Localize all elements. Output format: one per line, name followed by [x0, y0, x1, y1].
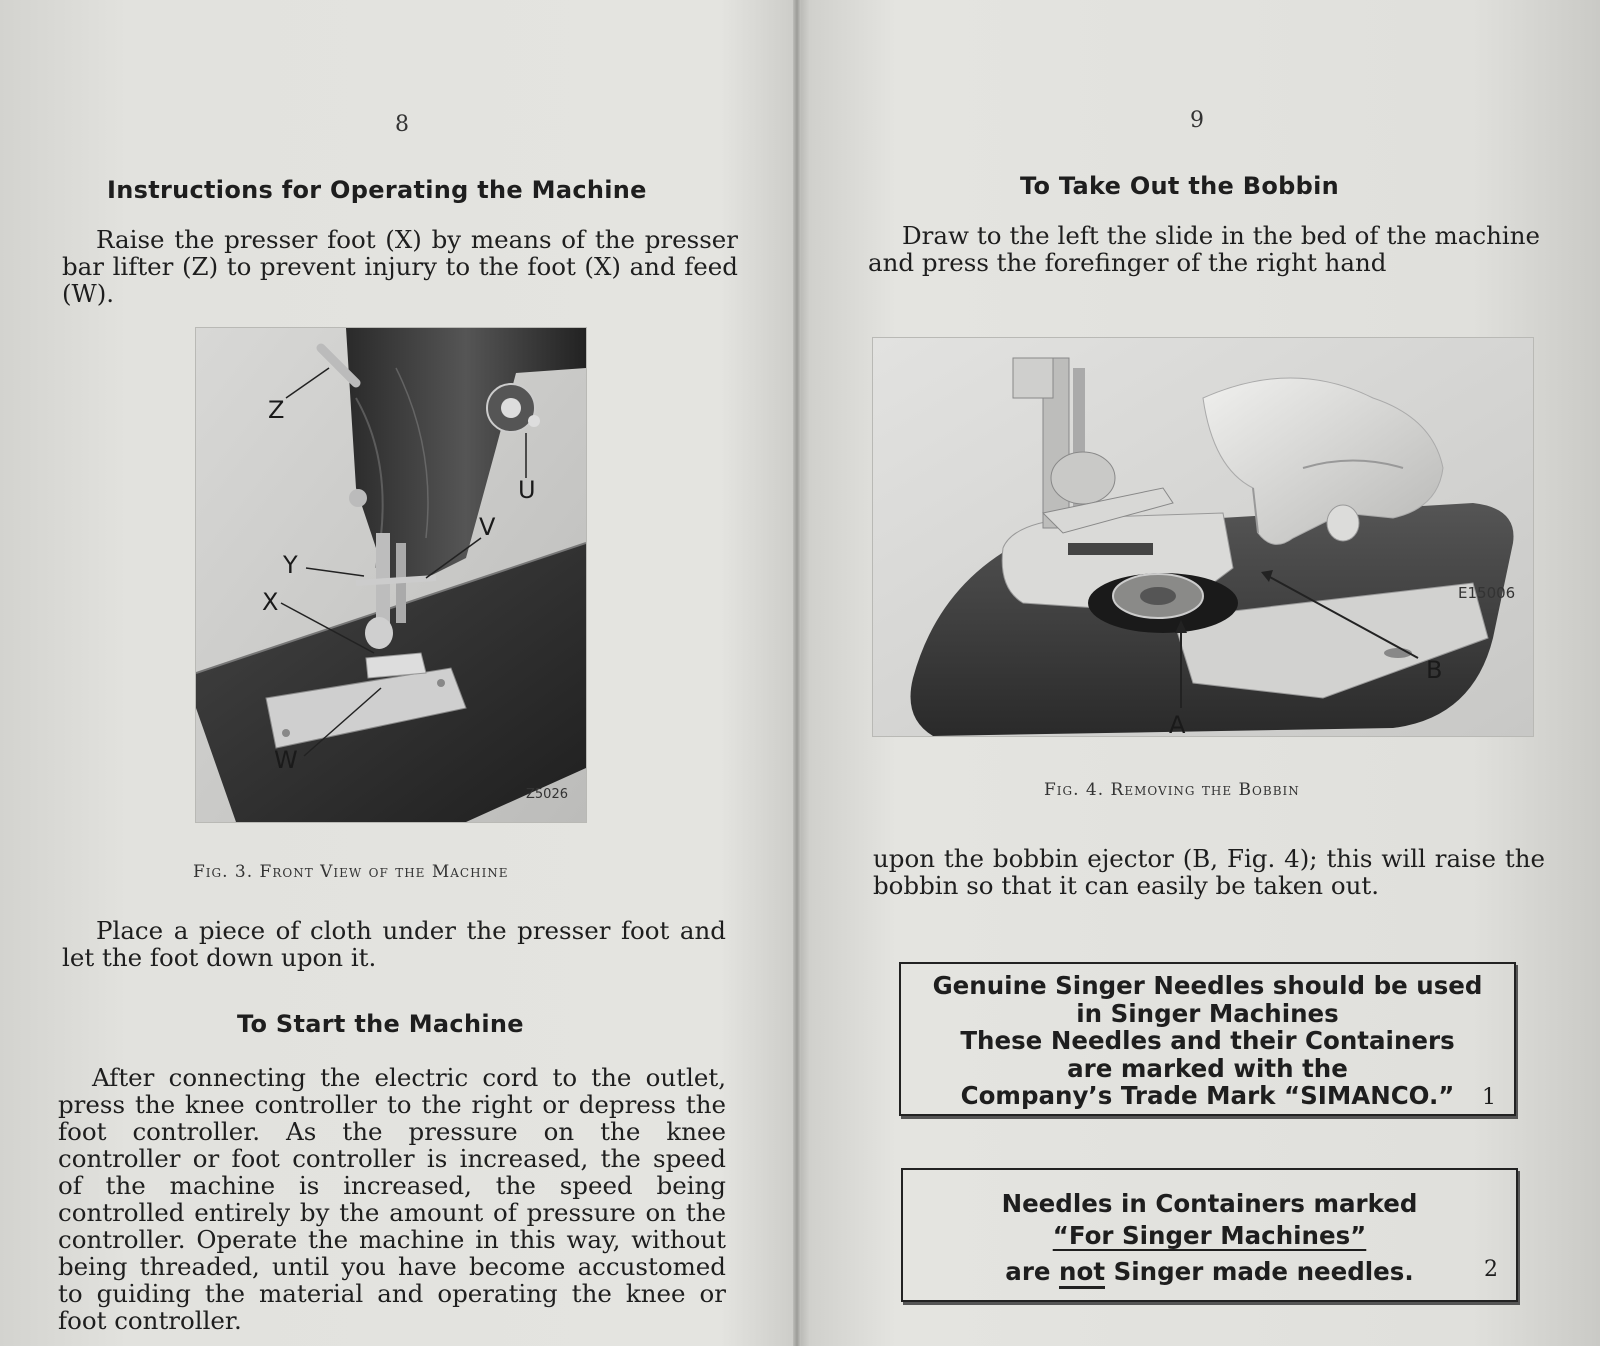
label-w: W	[274, 746, 298, 774]
left-page	[0, 0, 795, 1346]
paragraph-start-machine: After connecting the electric cord to the outlet, press the knee controller to the right or depress the foot controller. As the pressure on the knee controller or foot controller is increased, the speed of the machine is increased, the speed being controlled entirely by the amount of pressure on the controller. Operate the machine in this way, without being threaded, until you have become accustomed to guiding the material and operating the knee or foot controller.	[58, 1063, 726, 1335]
figure-caption: Fig. 4. Removing the Bobbin	[1044, 780, 1300, 800]
figure-removing-bobbin	[872, 337, 1534, 737]
page-number: 9	[1190, 108, 1204, 133]
label-y: Y	[283, 551, 298, 579]
paragraph-draw-slide: Draw to the left the slide in the bed of the machine and press the forefinger of the right hand	[868, 221, 1540, 277]
notice-box-genuine-needles	[899, 962, 1516, 1116]
page-number: 8	[395, 112, 409, 137]
notice-line: are marked with the	[1067, 1053, 1348, 1083]
label-b: B	[1426, 656, 1443, 684]
paragraph-place-cloth: Place a piece of cloth under the presser foot and let the foot down upon it.	[62, 916, 726, 972]
label-a: A	[1169, 711, 1186, 736]
label-u: U	[518, 476, 536, 504]
paragraph-raise-presser-foot: Raise the presser foot (X) by means of the presser bar lifter (Z) to prevent injury to the foot (X) and feed (W).	[62, 225, 738, 308]
notice-number: 1	[1482, 1085, 1496, 1110]
notice-word-not: not	[1059, 1257, 1105, 1289]
figure-code: E15006	[1458, 584, 1516, 602]
notice-line: Company’s Trade Mark “SIMANCO.”	[960, 1081, 1455, 1110]
section-heading: To Take Out the Bobbin	[1020, 172, 1340, 200]
bobbin-removal-illustration	[873, 338, 1533, 736]
notice-box-not-singer-needles	[901, 1168, 1518, 1302]
section-heading: Instructions for Operating the Machine	[107, 176, 647, 204]
notice-line: These Needles and their Containers	[960, 1026, 1455, 1055]
paragraph-bobbin-ejector: upon the bobbin ejector (B, Fig. 4); this will raise the bobbin so that it can easily be taken out.	[873, 844, 1545, 900]
notice-word: are	[1005, 1257, 1051, 1286]
notice-number: 2	[1484, 1257, 1498, 1282]
notice-line-not	[903, 1256, 1516, 1288]
book-gutter	[793, 0, 801, 1346]
label-v: V	[479, 513, 496, 541]
sewing-machine-illustration	[196, 328, 586, 822]
notice-line: Genuine Singer Needles should be used	[932, 971, 1483, 1000]
label-z: Z	[268, 396, 285, 424]
figure-code: Z5026	[526, 787, 568, 802]
figure-front-view-machine	[195, 327, 587, 823]
label-x: X	[262, 588, 279, 616]
notice-line: in Singer Machines	[1076, 998, 1339, 1028]
notice-word: Singer made needles.	[1113, 1257, 1414, 1286]
figure-caption: Fig. 3. Front View of the Machine	[193, 862, 509, 882]
notice-line-quoted: “For Singer Machines”	[1052, 1221, 1367, 1250]
right-page	[802, 0, 1600, 1346]
section-heading-start-machine: To Start the Machine	[237, 1010, 524, 1038]
notice-line: Needles in Containers marked	[1001, 1189, 1418, 1218]
